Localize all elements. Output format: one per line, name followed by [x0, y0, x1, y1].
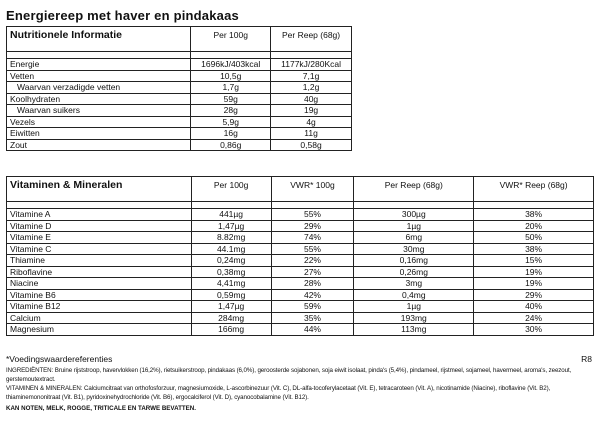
vitamin-vwr100: 35% [271, 312, 354, 324]
vitamins-col-per100: Per 100g [191, 177, 271, 202]
nutrient-per100: 10,5g [191, 70, 271, 82]
vitamin-vwrbar: 50% [474, 232, 594, 244]
vitamin-perbar: 300µg [354, 209, 474, 221]
vitamin-perbar: 1µg [354, 301, 474, 313]
vitamin-vwrbar: 30% [474, 324, 594, 336]
table-row [7, 128, 352, 140]
vitamin-vwr100: 74% [271, 232, 354, 244]
vitamin-vwrbar: 20% [474, 220, 594, 232]
vitamin-perbar: 6mg [354, 232, 474, 244]
nutrient-perbar: 1177kJ/280Kcal [271, 59, 352, 71]
vitamin-label: Magnesium [7, 324, 192, 336]
table-row [7, 220, 594, 232]
table-row [7, 209, 594, 221]
nutrient-per100: 16g [191, 128, 271, 140]
vitamin-label: Vitamine A [7, 209, 192, 221]
vitamin-perbar: 30mg [354, 243, 474, 255]
product-title: Energiereep met haver en pindakaas [6, 8, 239, 23]
vitamin-label: Niacine [7, 278, 192, 290]
vitamin-per100: 1,47µg [191, 220, 271, 232]
nutrient-perbar: 1,2g [271, 82, 352, 94]
vitamin-vwr100: 59% [271, 301, 354, 313]
vitamin-vwrbar: 40% [474, 301, 594, 313]
nutrient-label: Vetten [7, 70, 191, 82]
vitamin-label: Thiamine [7, 255, 192, 267]
table-row [7, 266, 594, 278]
table-row [7, 59, 352, 71]
vitamin-perbar: 1µg [354, 220, 474, 232]
vitamin-per100: 1,47µg [191, 301, 271, 313]
vitamin-perbar: 3mg [354, 278, 474, 290]
nutrient-perbar: 40g [271, 93, 352, 105]
vitamin-per100: 4,41mg [191, 278, 271, 290]
nutrient-label: Waarvan suikers [7, 105, 191, 117]
ingredients-text: INGREDIËNTEN: Bruine rijststroop, havervlokken (16,2%), rietsuikerstroop, pindakaas (6,0%), geroosterde sojabonen, soja eiwit isolaat, pinda's (5,4%), pindameel, rijstmeel, sojameel, havermeel, aroma's, zeezout, gerstemoutextract. [6, 367, 572, 383]
vitamin-label: Riboflavine [7, 266, 192, 278]
spacer-row [7, 202, 594, 209]
vitamin-perbar: 113mg [354, 324, 474, 336]
table-row [7, 255, 594, 267]
vitamin-label: Vitamine B12 [7, 301, 192, 313]
table-row [7, 312, 594, 324]
product-code: R8 [581, 354, 592, 364]
vitamins-col-vwrbar: VWR* Reep (68g) [474, 177, 594, 202]
nutrient-perbar: 4g [271, 116, 352, 128]
footnote: *Voedingswaardereferenties [6, 354, 113, 364]
table-row [7, 278, 594, 290]
vitamins-table [6, 176, 594, 336]
nutrient-per100: 1,7g [191, 82, 271, 94]
vitamin-vwr100: 27% [271, 266, 354, 278]
vitamin-per100: 284mg [191, 312, 271, 324]
nutrient-per100: 1696kJ/403kcal [191, 59, 271, 71]
vitamins-col-vwr100: VWR* 100g [271, 177, 354, 202]
vitamin-label: Vitamine C [7, 243, 192, 255]
vitamin-vwr100: 42% [271, 289, 354, 301]
table-row [7, 324, 594, 336]
nutrient-per100: 28g [191, 105, 271, 117]
vitamin-vwr100: 44% [271, 324, 354, 336]
vitamin-per100: 0,38mg [191, 266, 271, 278]
nutrient-perbar: 19g [271, 105, 352, 117]
table-row [7, 289, 594, 301]
table-row [7, 243, 594, 255]
table-row [7, 301, 594, 313]
vitamin-per100: 0,59mg [191, 289, 271, 301]
vitamin-vwrbar: 19% [474, 278, 594, 290]
nutrient-per100: 59g [191, 93, 271, 105]
vitamin-per100: 0,24mg [191, 255, 271, 267]
vitamin-vwrbar: 24% [474, 312, 594, 324]
nutrition-col-perbar: Per Reep (68g) [271, 27, 352, 52]
nutrient-label: Zout [7, 139, 191, 151]
vitamin-vwr100: 28% [271, 278, 354, 290]
vitamin-label: Vitamine D [7, 220, 192, 232]
table-row [7, 139, 352, 151]
table-row [7, 232, 594, 244]
vitamin-vwr100: 29% [271, 220, 354, 232]
nutrient-per100: 0,86g [191, 139, 271, 151]
vitamin-per100: 44.1mg [191, 243, 271, 255]
nutrition-col-per100: Per 100g [191, 27, 271, 52]
nutrient-perbar: 0,58g [271, 139, 352, 151]
nutrient-label: Energie [7, 59, 191, 71]
nutrient-perbar: 7,1g [271, 70, 352, 82]
vitamin-label: Vitamine B6 [7, 289, 192, 301]
table-row [7, 116, 352, 128]
vitamin-vwr100: 55% [271, 209, 354, 221]
vitamin-vwrbar: 38% [474, 209, 594, 221]
table-row [7, 82, 352, 94]
vitamin-perbar: 0,4mg [354, 289, 474, 301]
table-row [7, 93, 352, 105]
vitamin-vwr100: 55% [271, 243, 354, 255]
vitamins-col-perbar: Per Reep (68g) [354, 177, 474, 202]
table-row [7, 105, 352, 117]
vitamins-heading: Vitaminen & Mineralen [7, 177, 192, 202]
ingredients-block [6, 366, 594, 402]
nutrient-label: Vezels [7, 116, 191, 128]
nutrient-label: Koolhydraten [7, 93, 191, 105]
nutrition-table [6, 26, 352, 151]
vitamins-minerals-text: VITAMINEN & MINERALEN: Calciumcitraat van orthofosforzuur, magnesiumoxide, L-ascorbinezuur (Vit. C), DL-alfa-tocoferylacetaat (Vit. E), tetracaroteen (Vit. A), nicotinamide (Niacine), riboflavine (Vit. B2), thiaminemononitraat (Vit. B1), pyridoxinehydrochloride (Vit. B6), ergocalciferol (Vit. D), cyanocobalamine (Vit. B12). [6, 385, 551, 401]
spacer-row [7, 52, 352, 59]
vitamin-per100: 8.82mg [191, 232, 271, 244]
vitamin-vwrbar: 29% [474, 289, 594, 301]
vitamin-vwrbar: 38% [474, 243, 594, 255]
nutrient-label: Waarvan verzadigde vetten [7, 82, 191, 94]
nutrition-heading: Nutritionele Informatie [7, 27, 191, 52]
table-row [7, 70, 352, 82]
vitamin-vwrbar: 19% [474, 266, 594, 278]
vitamin-perbar: 193mg [354, 312, 474, 324]
vitamin-perbar: 0,26mg [354, 266, 474, 278]
vitamin-label: Vitamine E [7, 232, 192, 244]
vitamin-per100: 166mg [191, 324, 271, 336]
nutrient-label: Eiwitten [7, 128, 191, 140]
vitamin-vwr100: 22% [271, 255, 354, 267]
vitamin-perbar: 0,16mg [354, 255, 474, 267]
nutrient-per100: 5,9g [191, 116, 271, 128]
vitamin-label: Calcium [7, 312, 192, 324]
vitamin-vwrbar: 15% [474, 255, 594, 267]
allergen-warning: KAN NOTEN, MELK, ROGGE, TRITICALE EN TARWE BEVATTEN. [6, 405, 196, 412]
vitamin-per100: 441µg [191, 209, 271, 221]
nutrient-perbar: 11g [271, 128, 352, 140]
